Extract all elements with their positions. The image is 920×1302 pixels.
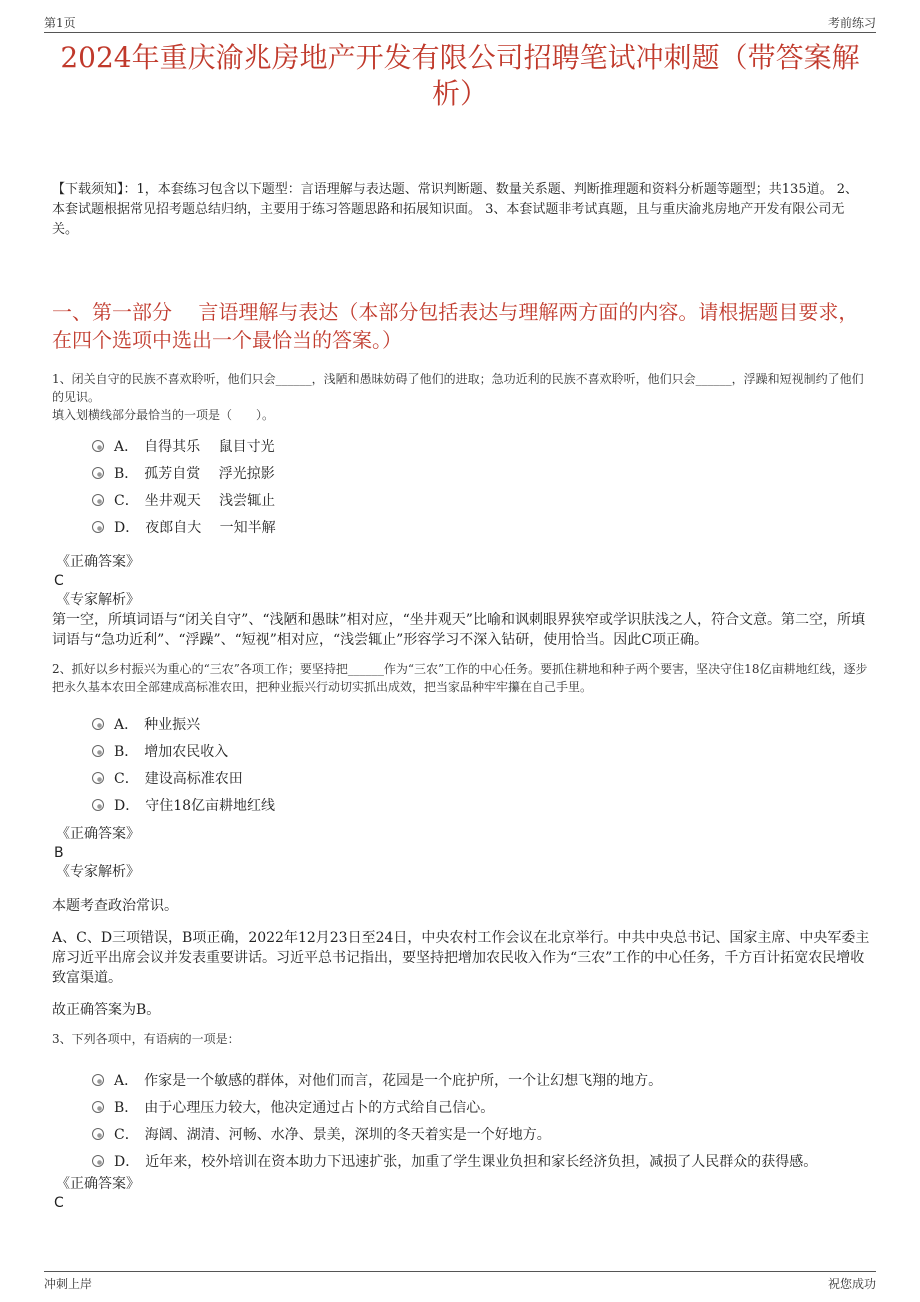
question-stem: 3、下列各项中，有语病的一项是： <box>52 1032 240 1046</box>
option-list <box>52 432 870 540</box>
answer-block-2 <box>52 824 870 1020</box>
radio-icon[interactable] <box>92 1128 104 1140</box>
option-a[interactable]: A． 种业振兴 <box>92 710 870 737</box>
radio-icon[interactable] <box>92 521 104 533</box>
question-3 <box>52 1030 870 1174</box>
radio-icon[interactable] <box>92 772 104 784</box>
question-2 <box>52 660 870 818</box>
option-d[interactable]: D． 守住18亿亩耕地红线 <box>92 791 870 818</box>
question-stem: 2、抓好以乡村振兴为重心的“三农”各项工作；要坚持把______作为“三农”工作的中心任务。要抓住耕地和种子两个要害，坚决守住18亿亩耕地红线，逐步把永久基本农田全部建成高标准农田，把种业振兴行动切实抓出成效，把当家品种牢牢攥在自己手里。 <box>52 662 868 694</box>
option-a[interactable]: A． 作家是一个敏感的群体，对他们而言，花园是一个庇护所，一个让幻想飞翔的地方。 <box>92 1066 870 1093</box>
page-number: 第1页 <box>44 16 76 30</box>
question-prompt: 填入划横线部分最恰当的一项是（ ）。 <box>52 408 275 422</box>
page-footer <box>44 1271 876 1292</box>
page-header <box>44 14 876 33</box>
radio-icon[interactable] <box>92 494 104 506</box>
analysis-paragraph: A、C、D三项错误，B项正确，2022年12月23日至24日，中央农村工作会议在北京举行。中共中央总书记、国家主席、中央军委主席习近平出席会议并发表重要讲话。习近平总书记指出，要坚持把增加农民收入作为“三农”工作的中心任务，千方百计拓宽农民增收致富渠道。 <box>52 930 870 986</box>
answer-block-1 <box>52 552 870 650</box>
option-list <box>52 710 870 818</box>
radio-icon[interactable] <box>92 467 104 479</box>
option-d[interactable]: D． 夜郎自大 一知半解 <box>92 513 870 540</box>
document-title: 2024年重庆渝兆房地产开发有限公司招聘笔试冲刺题（带答案解析） <box>60 41 860 110</box>
question-1 <box>52 370 870 540</box>
option-list <box>52 1066 870 1174</box>
analysis-paragraph: 故正确答案为B。 <box>52 1002 161 1018</box>
download-notice: 【下载须知】：1，本套练习包含以下题型：言语理解与表达题、常识判断题、数量关系题、判断推理题和资料分析题等题型；共135道。 2、本套试题根据常见招考题总结归纳，主要用于练习答题思路和拓展知识面。 3、本套试题非考试真题，且与重庆渝兆房地产开发有限公司无关。 <box>52 182 858 237</box>
option-c[interactable]: C． 建设高标准农田 <box>92 764 870 791</box>
answer-value: C <box>54 573 64 589</box>
radio-icon[interactable] <box>92 440 104 452</box>
analysis-text: 第一空，所填词语与“闭关自守”、“浅陋和愚昧”相对应，“坐井观天”比喻和讽刺眼界狭窄或学识肤浅之人，符合文意。第二空，所填词语与“急功近利”、“浮躁”、“短视”相对应，“浅尝辄止”形容学习不深入钻研，使用恰当。因此C项正确。 <box>52 612 865 648</box>
analysis-label: 《专家解析》 <box>56 864 140 880</box>
option-b[interactable]: B． 孤芳自赏 浮光掠影 <box>92 459 870 486</box>
option-b[interactable]: B． 增加农民收入 <box>92 737 870 764</box>
radio-icon[interactable] <box>92 799 104 811</box>
footer-right: 祝您成功 <box>827 1277 876 1291</box>
answer-label: 《正确答案》 <box>56 554 140 570</box>
analysis-paragraph: 本题考查政治常识。 <box>52 898 178 914</box>
question-stem: 1、闭关自守的民族不喜欢聆听，他们只会______，浅陋和愚昧妨碍了他们的进取；急功近利的民族不喜欢聆听，他们只会______，浮躁和短视制约了他们的见识。 <box>52 372 864 404</box>
option-c[interactable]: C． 海阔、湖清、河畅、水净、景美，深圳的冬天着实是一个好地方。 <box>92 1120 870 1147</box>
footer-left: 冲刺上岸 <box>44 1277 93 1291</box>
radio-icon[interactable] <box>92 1074 104 1086</box>
answer-value: B <box>54 845 64 861</box>
answer-label: 《正确答案》 <box>56 826 140 842</box>
analysis-label: 《专家解析》 <box>56 592 140 608</box>
answer-value: C <box>54 1195 64 1211</box>
option-c[interactable]: C． 坐井观天 浅尝辄止 <box>92 486 870 513</box>
answer-block-3 <box>52 1174 870 1212</box>
section-title: 一、第一部分 言语理解与表达（本部分包括表达与理解两方面的内容。请根据题目要求，在四个选项中选出一个最恰当的答案。） <box>52 300 859 352</box>
option-b[interactable]: B． 由于心理压力较大，他决定通过占卜的方式给自己信心。 <box>92 1093 870 1120</box>
radio-icon[interactable] <box>92 1101 104 1113</box>
radio-icon[interactable] <box>92 718 104 730</box>
header-tag: 考前练习 <box>827 16 876 30</box>
answer-label: 《正确答案》 <box>56 1176 140 1192</box>
radio-icon[interactable] <box>92 745 104 757</box>
option-a[interactable]: A． 自得其乐 鼠目寸光 <box>92 432 870 459</box>
radio-icon[interactable] <box>92 1155 104 1167</box>
option-d[interactable]: D． 近年来，校外培训在资本助力下迅速扩张，加重了学生课业负担和家长经济负担，减损了人民群众的获得感。 <box>92 1147 870 1174</box>
